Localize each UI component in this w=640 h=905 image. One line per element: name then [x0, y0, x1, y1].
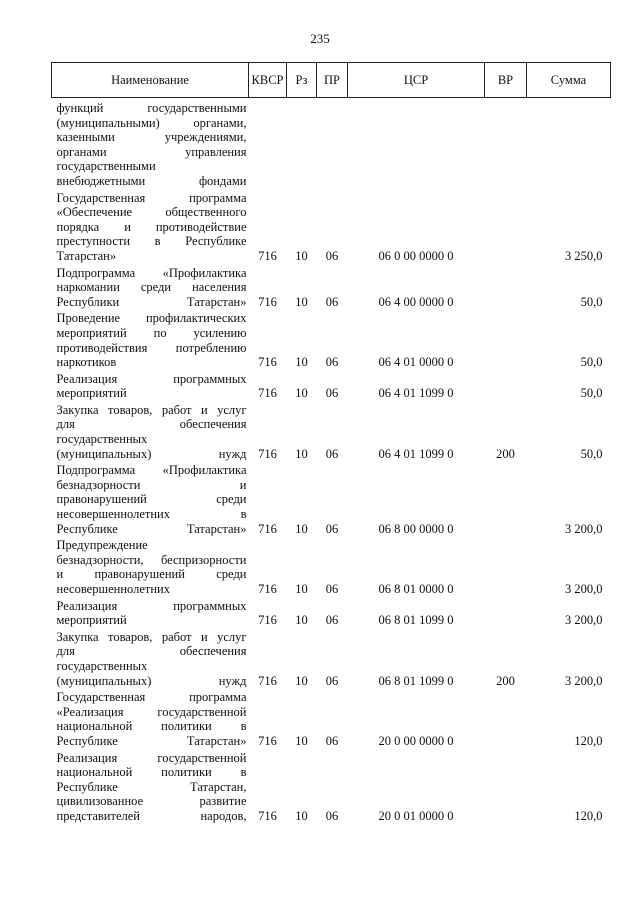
row-rz: 10	[295, 733, 308, 748]
row-name-line: несовершеннолетних в	[56, 507, 247, 522]
row-sum: 50,0	[580, 446, 603, 461]
row-pr	[317, 98, 348, 189]
row-csr: 06 8 01 1099 0	[378, 613, 454, 628]
header-rz: Рз	[287, 63, 317, 98]
header-name: Наименование	[52, 63, 249, 98]
row-pr: 06	[325, 248, 339, 263]
row-pr: 06	[325, 673, 339, 688]
row-kvsr: 716	[258, 248, 277, 263]
row-name-line: наркомании среди населения	[56, 280, 247, 295]
row-sum: 120,0	[574, 733, 603, 748]
header-kvsr: КВСР	[249, 63, 287, 98]
row-name-line: национальной политики в	[56, 765, 247, 780]
row-vr	[485, 597, 527, 628]
row-name-line: для обеспечения	[56, 644, 247, 659]
table-row	[52, 401, 611, 461]
row-name-line: «Обеспечение общественного	[56, 205, 247, 220]
row-pr: 06	[325, 733, 339, 748]
row-pr: 06	[325, 446, 339, 461]
row-name-line: казенными учреждениями,	[56, 130, 247, 145]
row-csr: 06 4 00 0000 0	[378, 294, 454, 309]
row-name-line: внебюджетными фондами	[56, 173, 247, 188]
row-name-line: мероприятий по усилению	[56, 325, 247, 340]
row-vr	[485, 536, 527, 596]
row-name	[52, 749, 249, 824]
row-name-line: Закупка товаров, работ и услуг	[56, 629, 247, 644]
row-rz: 10	[295, 294, 308, 309]
row-name	[52, 370, 249, 401]
header-sum: Сумма	[527, 63, 611, 98]
row-name-line: порядка и противодействие	[56, 219, 247, 234]
row-kvsr: 716	[258, 446, 277, 461]
row-pr: 06	[325, 386, 339, 401]
table-row	[52, 536, 611, 596]
row-name-line: Государственная программа	[56, 190, 247, 205]
row-name	[52, 264, 249, 310]
row-pr: 06	[325, 294, 339, 309]
row-name-line: безнадзорности, беспризорности	[56, 552, 247, 567]
row-name-line: Республики Татарстан»	[56, 294, 247, 309]
row-name-line: Проведение профилактических	[56, 311, 247, 326]
row-vr	[485, 98, 527, 189]
row-csr: 20 0 00 0000 0	[378, 733, 454, 748]
row-name-line: Подпрограмма «Профилактика	[56, 265, 247, 280]
row-name-line: несовершеннолетних	[56, 582, 170, 596]
row-rz: 10	[295, 613, 308, 628]
row-vr	[485, 189, 527, 264]
row-csr: 20 0 01 0000 0	[378, 808, 454, 823]
row-name-line: Республике Татарстан»	[56, 733, 247, 748]
row-sum: 50,0	[580, 294, 603, 309]
row-sum: 120,0	[574, 808, 603, 823]
row-name-line: наркотиков	[56, 355, 117, 370]
header-pr: ПР	[317, 63, 348, 98]
table-row	[52, 309, 611, 369]
row-name	[52, 189, 249, 264]
row-vr	[485, 264, 527, 310]
table-row	[52, 688, 611, 748]
row-name	[52, 536, 249, 596]
row-pr: 06	[325, 355, 339, 370]
header-csr: ЦСР	[348, 63, 485, 98]
row-vr	[485, 461, 527, 536]
row-sum: 3 200,0	[565, 521, 603, 536]
row-name-line: функций государственными	[56, 101, 247, 115]
row-name-line: Закупка товаров, работ и услуг	[56, 402, 247, 417]
row-name-line: мероприятий	[56, 613, 127, 628]
table-header-row	[52, 63, 611, 98]
row-kvsr: 716	[258, 355, 277, 370]
table-row	[52, 98, 611, 189]
row-rz: 10	[295, 582, 308, 596]
row-rz: 10	[295, 355, 308, 370]
row-rz: 10	[295, 248, 308, 263]
table-row	[52, 189, 611, 264]
row-kvsr: 716	[258, 673, 277, 688]
row-sum: 3 200,0	[565, 673, 603, 688]
row-rz: 10	[295, 673, 308, 688]
row-name-line: (муниципальных) нужд	[56, 446, 247, 461]
row-name	[52, 688, 249, 748]
row-name-line: органами управления	[56, 144, 247, 159]
row-kvsr: 716	[258, 386, 277, 401]
row-name-line: безнадзорности и	[56, 477, 247, 492]
row-name-line: Подпрограмма «Профилактика	[56, 463, 247, 478]
row-sum: 3 200,0	[565, 582, 603, 596]
row-vr	[485, 309, 527, 369]
row-name-line: преступности в Республике	[56, 234, 247, 249]
row-kvsr: 716	[258, 582, 277, 596]
row-name-line: Республике Татарстан»	[56, 521, 247, 536]
row-name-line: Республике Татарстан,	[56, 779, 247, 794]
row-name-line: Реализация программных	[56, 598, 247, 613]
table-row	[52, 370, 611, 401]
row-vr	[485, 749, 527, 824]
row-pr: 06	[325, 521, 339, 536]
row-name-line: «Реализация государственной	[56, 704, 247, 719]
row-sum: 3 250,0	[565, 248, 603, 263]
row-pr: 06	[325, 613, 339, 628]
row-vr: 200	[496, 673, 515, 688]
row-csr: 06 4 01 0000 0	[378, 355, 454, 370]
row-name	[52, 98, 249, 189]
row-kvsr	[249, 98, 287, 189]
row-rz: 10	[295, 446, 308, 461]
row-name-line: (муниципальными) органами,	[56, 115, 247, 130]
row-csr: 06 4 01 1099 0	[378, 446, 454, 461]
row-name-line: Предупреждение	[56, 538, 148, 553]
row-name	[52, 628, 249, 688]
row-csr	[348, 98, 485, 189]
row-name-line: национальной политики в	[56, 719, 247, 734]
row-rz	[287, 98, 317, 189]
row-vr	[485, 688, 527, 748]
row-name	[52, 309, 249, 369]
row-sum: 50,0	[580, 355, 603, 370]
row-name-line: государственных	[56, 658, 148, 673]
row-csr: 06 0 00 0000 0	[378, 248, 454, 263]
row-name-line: для обеспечения	[56, 417, 247, 432]
row-name-line: Реализация программных	[56, 371, 247, 386]
row-name-line: государственными	[56, 159, 156, 174]
row-sum	[527, 98, 611, 189]
row-csr: 06 8 00 0000 0	[378, 521, 454, 536]
row-name-line: мероприятий	[56, 386, 127, 401]
row-kvsr: 716	[258, 521, 277, 536]
row-rz: 10	[295, 808, 308, 823]
row-name-line: противодействия потреблению	[56, 340, 247, 355]
row-rz: 10	[295, 521, 308, 536]
table-row	[52, 461, 611, 536]
row-name	[52, 597, 249, 628]
row-kvsr: 716	[258, 613, 277, 628]
row-csr: 06 8 01 0000 0	[378, 582, 454, 596]
row-name-line: (муниципальных) нужд	[56, 673, 247, 688]
row-vr	[485, 370, 527, 401]
row-name	[52, 401, 249, 461]
table-row	[52, 597, 611, 628]
row-vr: 200	[496, 446, 515, 461]
row-kvsr: 716	[258, 808, 277, 823]
row-kvsr: 716	[258, 294, 277, 309]
header-vr: ВР	[485, 63, 527, 98]
row-sum: 50,0	[580, 386, 603, 401]
table-row	[52, 264, 611, 310]
row-pr: 06	[325, 808, 339, 823]
row-name-line: Государственная программа	[56, 690, 247, 705]
budget-table	[51, 62, 611, 824]
row-name-line: Татарстан»	[56, 248, 117, 263]
table-row	[52, 628, 611, 688]
row-csr: 06 8 01 1099 0	[378, 673, 454, 688]
row-pr: 06	[325, 582, 339, 596]
page-number: 235	[310, 31, 330, 46]
row-name-line: правонарушений среди	[56, 492, 247, 507]
row-sum: 3 200,0	[565, 613, 603, 628]
table-body	[52, 98, 611, 824]
row-name-line: и правонарушений среди	[56, 567, 247, 582]
row-name-line: государственных	[56, 432, 148, 447]
row-name-line: цивилизованное развитие	[56, 794, 247, 809]
row-name-line: Реализация государственной	[56, 750, 247, 765]
row-name	[52, 461, 249, 536]
row-kvsr: 716	[258, 733, 277, 748]
row-csr: 06 4 01 1099 0	[378, 386, 454, 401]
table-row	[52, 749, 611, 824]
row-name-line: представителей народов,	[56, 808, 247, 823]
row-rz: 10	[295, 386, 308, 401]
